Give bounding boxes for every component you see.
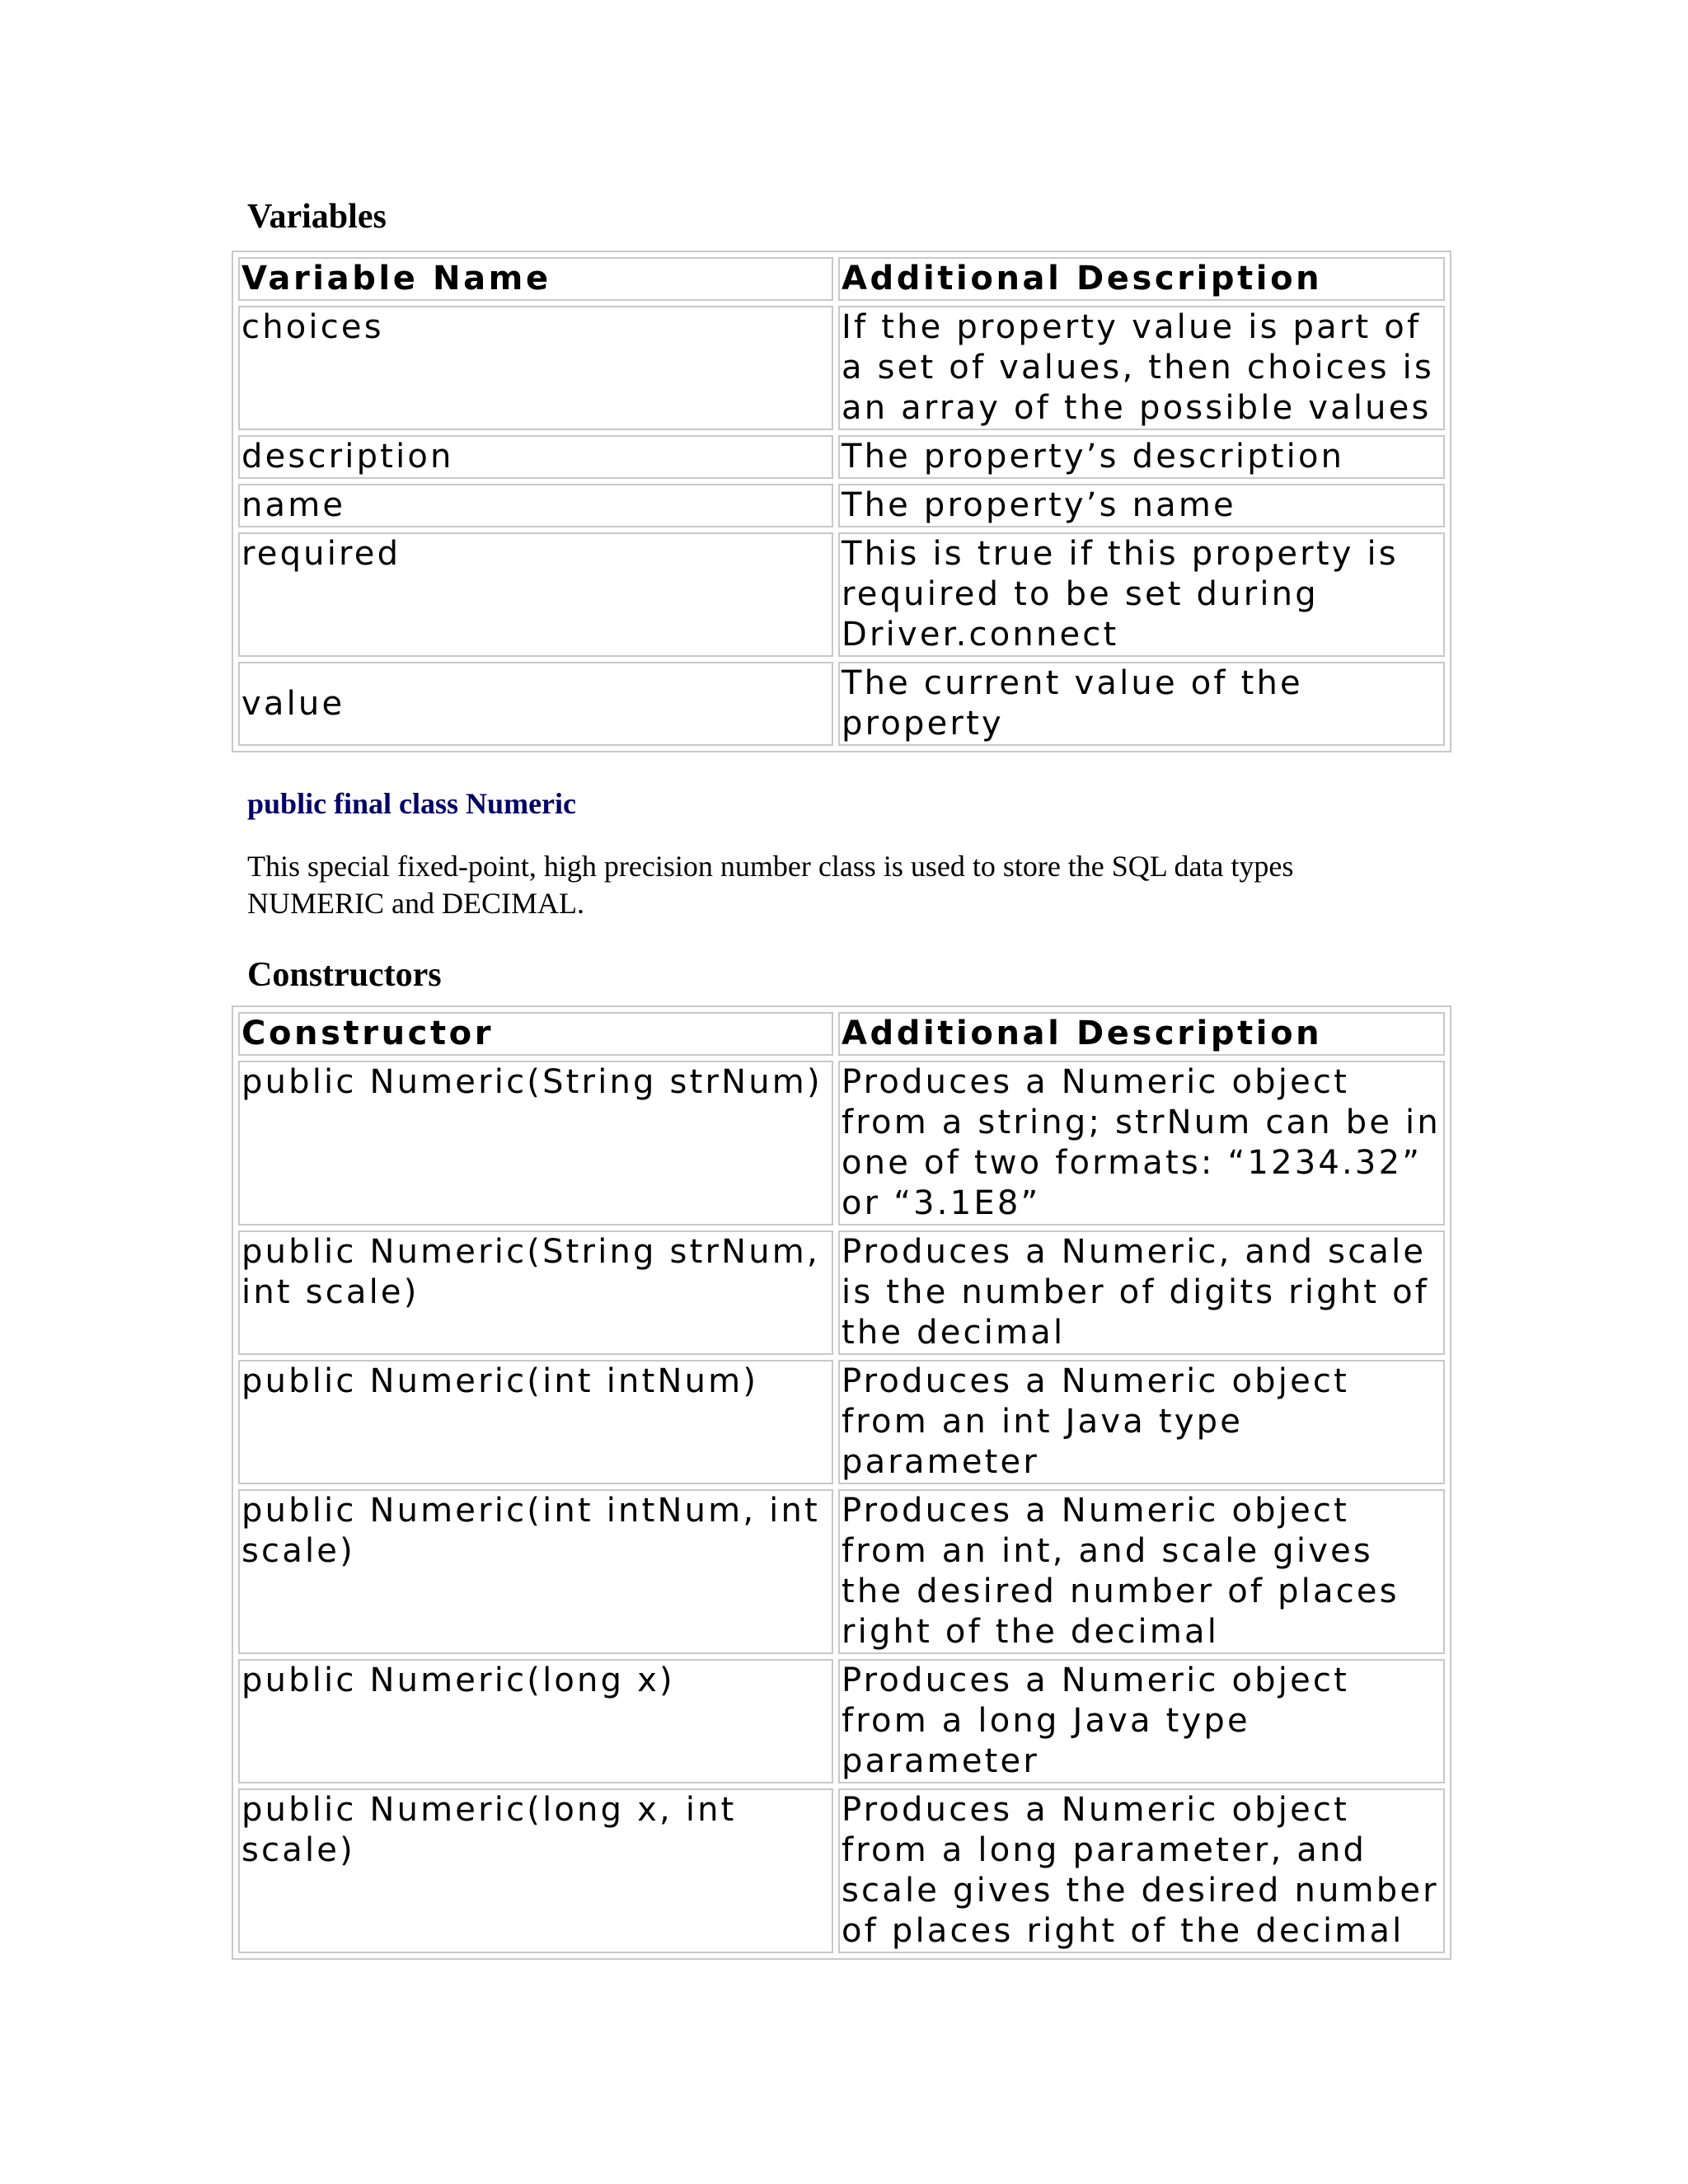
constructor-description-cell: Produces a Numeric object from an int Java type parameter — [838, 1360, 1445, 1484]
constructor-signature-cell: public Numeric(String strNum) — [238, 1061, 833, 1226]
class-heading: public final class Numeric — [247, 787, 577, 820]
variables-table — [232, 251, 1451, 752]
constructor-signature-cell: public Numeric(long x, int scale) — [238, 1788, 833, 1953]
table-row — [238, 1061, 1445, 1226]
variable-name-cell: value — [238, 662, 833, 746]
constructors-heading: Constructors — [247, 956, 442, 994]
constructors-table — [232, 1005, 1451, 1960]
variable-description-cell: If the property value is part of a set of values, then choices is an array of the possible values — [838, 306, 1445, 430]
table-row — [238, 1659, 1445, 1783]
table-row — [238, 1230, 1445, 1355]
constructor-signature-cell: public Numeric(int intNum, int scale) — [238, 1489, 833, 1654]
variable-name-cell: description — [238, 435, 833, 479]
table-row — [238, 662, 1445, 746]
column-header-additional-description: Additional Description — [838, 1012, 1445, 1056]
constructor-signature-cell: public Numeric(int intNum) — [238, 1360, 833, 1484]
table-row — [238, 484, 1445, 527]
variable-description-cell: The property’s name — [838, 484, 1445, 527]
table-header-row — [238, 1012, 1445, 1056]
variable-description-cell: This is true if this property is required to be set during Driver.connect — [838, 532, 1445, 657]
table-row — [238, 532, 1445, 657]
table-row — [238, 435, 1445, 479]
class-description: This special fixed-point, high precision number class is used to store the SQL data types NUMERIC and DECIMAL. — [247, 850, 1294, 920]
table-row — [238, 1788, 1445, 1953]
variable-name-cell: choices — [238, 306, 833, 430]
constructor-description-cell: Produces a Numeric object from a string; strNum can be in one of two formats: “1234.32” or “3.1E8” — [838, 1061, 1445, 1226]
table-row — [238, 1360, 1445, 1484]
constructor-description-cell: Produces a Numeric object from a long parameter, and scale gives the desired number of places right of the decimal — [838, 1788, 1445, 1953]
variable-name-cell: name — [238, 484, 833, 527]
column-header-constructor: Constructor — [238, 1012, 833, 1056]
constructor-signature-cell: public Numeric(String strNum, int scale) — [238, 1230, 833, 1355]
constructor-description-cell: Produces a Numeric object from a long Java type parameter — [838, 1659, 1445, 1783]
variable-name-cell: required — [238, 532, 833, 657]
constructor-description-cell: Produces a Numeric object from an int, and scale gives the desired number of places right of the decimal — [838, 1489, 1445, 1654]
constructor-description-cell: Produces a Numeric, and scale is the number of digits right of the decimal — [838, 1230, 1445, 1355]
variables-heading: Variables — [247, 198, 387, 236]
table-row — [238, 306, 1445, 430]
variable-description-cell: The current value of the property — [838, 662, 1445, 746]
column-header-additional-description: Additional Description — [838, 257, 1445, 301]
table-row — [238, 1489, 1445, 1654]
constructor-signature-cell: public Numeric(long x) — [238, 1659, 833, 1783]
column-header-variable-name: Variable Name — [238, 257, 833, 301]
variable-description-cell: The property’s description — [838, 435, 1445, 479]
table-header-row — [238, 257, 1445, 301]
